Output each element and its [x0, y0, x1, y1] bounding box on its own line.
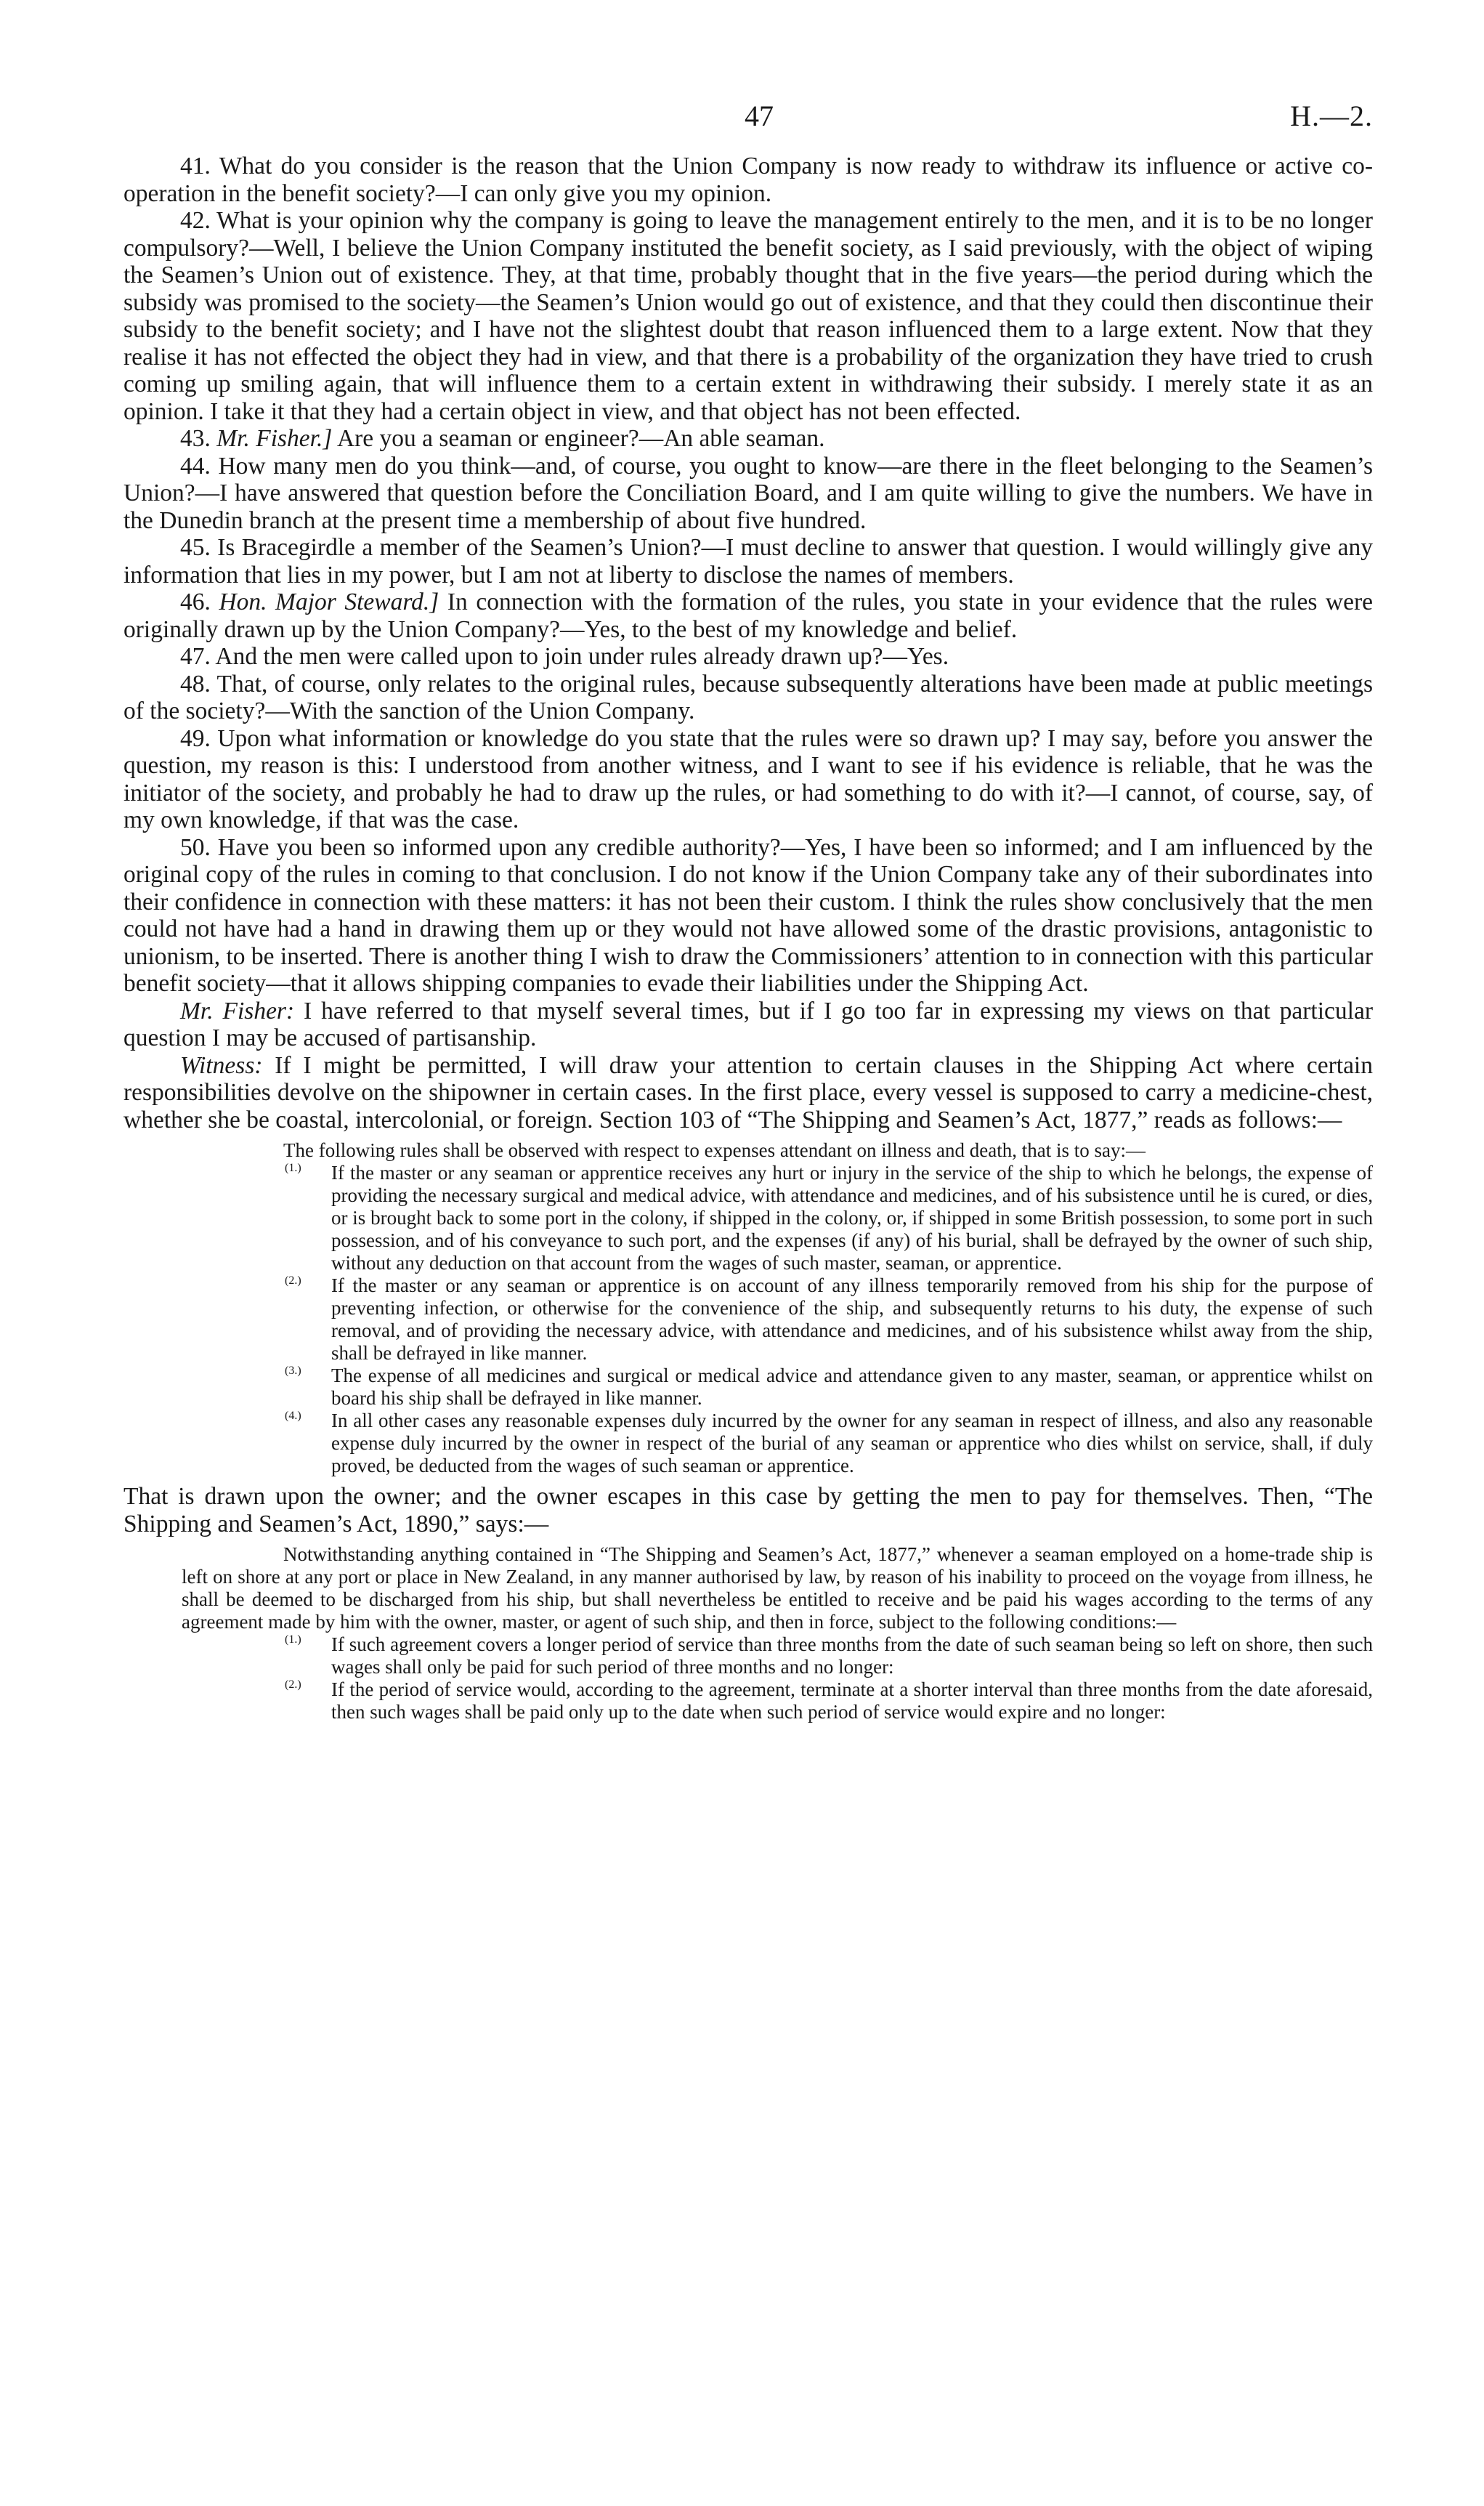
clause-number: (2.): [285, 1274, 301, 1287]
paragraph-49: 49. Upon what information or knowledge do you state that the rules were so drawn up? I may say, before you answer the question, my reason is this: I understood from another witness, and I want to see if his evidence is reliable, that he was the initiator of the society, and probably he had to draw up the rules, or had something to do with it?—I cannot, of course, say, of my own knowledge, if that was the case.: [123, 724, 1373, 833]
speaker-label: Mr. Fisher:: [180, 997, 295, 1024]
paragraph-45: 45. Is Bracegirdle a member of the Seamen’s Union?—I must decline to answer that question. I would willingly give any information that lies in my power, but I am not at liberty to disclose the names of members.: [123, 534, 1373, 589]
paragraph-text: Are you a seaman or engineer?—An able seaman.: [336, 425, 825, 452]
quote-clause: [285, 1633, 1373, 1678]
quoted-act-1890: [182, 1543, 1373, 1723]
paragraph-44: 44. How many men do you think—and, of course, you ought to know—are there in the fleet belonging to the Seamen’s Union?—I have answered that question before the Conciliation Board, and I am quite willing to give the numbers. We have in the Dunedin branch at the present time a membership of about five hundred.: [123, 452, 1373, 534]
paragraph-text: I have referred to that myself several times, but if I go too far in expressing my views on that particular question I may be accused of partisanship.: [123, 997, 1373, 1051]
paragraph-43: [123, 425, 1373, 453]
speaker-label: Mr. Fisher.]: [216, 425, 333, 452]
speaker-label: Witness:: [180, 1051, 263, 1079]
paragraph-46: [123, 589, 1373, 643]
paragraph-text: In connection with the formation of the rules, you state in your evidence that the rules were originally drawn up by the Union Company?—Yes, to the best of my knowledge and belief.: [123, 589, 1374, 643]
paragraph-41: 41. What do you consider is the reason that the Union Company is now ready to withdraw its influence or active co-operation in the benefit society?—I can only give you my opinion.: [123, 153, 1373, 207]
quote-clause: [285, 1678, 1373, 1723]
quote-lead: Notwithstanding anything contained in “The Shipping and Seamen’s Act, 1877,” whenever a seaman employed on a home-trade ship is left on shore at any port or place in New Zealand, in any manner authorised by law, by reason of his inability to proceed on the voyage from illness, he shall be deemed to be discharged from his ship, but shall nevertheless be entitled to receive and be paid his wages according to the terms of any agreement made by him with the owner, master, or agent of such ship, and then in force, subject to the following conditions:—: [182, 1543, 1373, 1633]
page-number: 47: [745, 100, 774, 132]
paragraph-after-quote: That is drawn upon the owner; and the owner escapes in this case by getting the men to pay for themselves. Then, “The Shipping and Seamen’s Act, 1890,” says:—: [123, 1483, 1373, 1537]
paragraph-47: 47. And the men were called upon to join under rules already drawn up?—Yes.: [180, 643, 949, 670]
question-number: 46.: [180, 589, 211, 615]
paragraph-42: 42. What is your opinion why the company is going to leave the management entirely to the men, and it is to be no longer compulsory?—Well, I believe the Union Company instituted the benefit society, as I said previously, with the object of wiping the Seamen’s Union out of existence. They, at that time, probably thought that in the five years—the period during which the subsidy was promised to the society—the Seamen’s Union would go out of existence, and that they could then discontinue their subsidy to the benefit society; and I have not the slightest doubt that reason influenced them to a large extent. Now that they realise it has not effected the object they had in view, and that there is a probability of the organization they have tried to crush coming up smiling again, that will influence them to a certain extent in withdrawing their subsidy. I merely state it as an opinion. I take it that they had a certain object in view, and that object has not been effected.: [123, 207, 1373, 425]
page-header: [123, 94, 1373, 153]
quote-clause: [285, 1274, 1373, 1365]
paragraph-witness-remark: [123, 1052, 1373, 1134]
clause-text: If the period of service would, according to the agreement, terminate at a shorter interval than three months from the date aforesaid, then such wages shall be paid only up to the date when such period of service would expire and no longer:: [331, 1678, 1373, 1723]
paragraph-48: 48. That, of course, only relates to the original rules, because subsequently alterations have been made at public meetings of the society?—With the sanction of the Union Company.: [123, 670, 1373, 724]
clause-number: (1.): [285, 1162, 301, 1174]
quote-clause: [285, 1410, 1373, 1477]
document-page: [123, 94, 1373, 1729]
quote-lead: The following rules shall be observed with respect to expenses attendant on illness and death, that is to say:—: [283, 1139, 1146, 1161]
clause-text: If such agreement covers a longer period of service than three months from the date of such seaman being so left on shore, then such wages shall only be paid for such period of three months and no longer:: [331, 1633, 1373, 1678]
clause-text: If the master or any seaman or apprentice receives any hurt or injury in the service of the ship to which he belongs, the expense of providing the necessary surgical and medical advice, with attendance and medicines, and of his subsistence until he is cured, or dies, or is brought back to some port in the colony, if shipped in the colony, or, if shipped in some British possession, to some port in such possession, and of his conveyance to such port, and the expenses (if any) of his burial, shall be defrayed by the owner of such ship, without any deduction on that account from the wages of such master, seaman, or apprentice.: [331, 1162, 1373, 1274]
series-code: H.—2.: [1290, 100, 1373, 132]
paragraph-50: 50. Have you been so informed upon any credible authority?—Yes, I have been so informed; and I am influenced by the original copy of the rules in coming to that conclusion. I do not know if the Union Company take any of their subordinates into their confidence in connection with these matters: it has not been their custom. I think the rules show conclusively that the men could not have had a hand in drawing them up or they would not have allowed some of the drastic provisions, antagonistic to unionism, to be inserted. There is another thing I wish to draw the Commissioners’ attention to in connection with this particular benefit society—that it allows shipping companies to evade their liabilities under the Shipping Act.: [123, 833, 1373, 997]
clause-text: In all other cases any reasonable expenses duly incurred by the owner for any seaman in respect of illness, and also any reasonable expense duly incurred by the owner in respect of the burial of any seaman or apprentice who dies whilst on service, shall, if duly proved, be deducted from the wages of such seaman or apprentice.: [331, 1410, 1373, 1476]
clause-text: If the master or any seaman or apprentice is on account of any illness temporarily removed from his ship for the purpose of preventing infection, or otherwise for the convenience of the ship, and subsequently returns to his duty, the expense of such removal, and of providing the necessary advice, with attendance and medicines, and of his subsistence whilst away from the ship, shall be defrayed in like manner.: [331, 1274, 1373, 1364]
quoted-section-103: [182, 1139, 1373, 1477]
clause-text: The expense of all medicines and surgical or medical advice and attendance given to any master, seaman, or apprentice whilst on board his ship shall be defrayed in like manner.: [331, 1365, 1373, 1409]
quote-clause: [285, 1365, 1373, 1410]
clause-number: (1.): [285, 1633, 301, 1646]
paragraph-fisher-remark: [123, 998, 1373, 1052]
clause-number: (2.): [285, 1678, 301, 1691]
question-number: 43.: [180, 425, 211, 452]
quote-clause: [285, 1162, 1373, 1274]
paragraph-text: If I might be permitted, I will draw your attention to certain clauses in the Shipping Act where certain responsibilities devolve on the shipowner in certain cases. In the first place, every vessel is supposed to carry a medicine-chest, whether she be coastal, intercolonial, or foreign. Section 103 of “The Shipping and Seamen’s Act, 1877,” reads as follows:—: [123, 1051, 1373, 1133]
clause-number: (4.): [285, 1410, 301, 1422]
speaker-label: Hon. Major Steward.]: [219, 589, 439, 615]
clause-number: (3.): [285, 1365, 301, 1377]
